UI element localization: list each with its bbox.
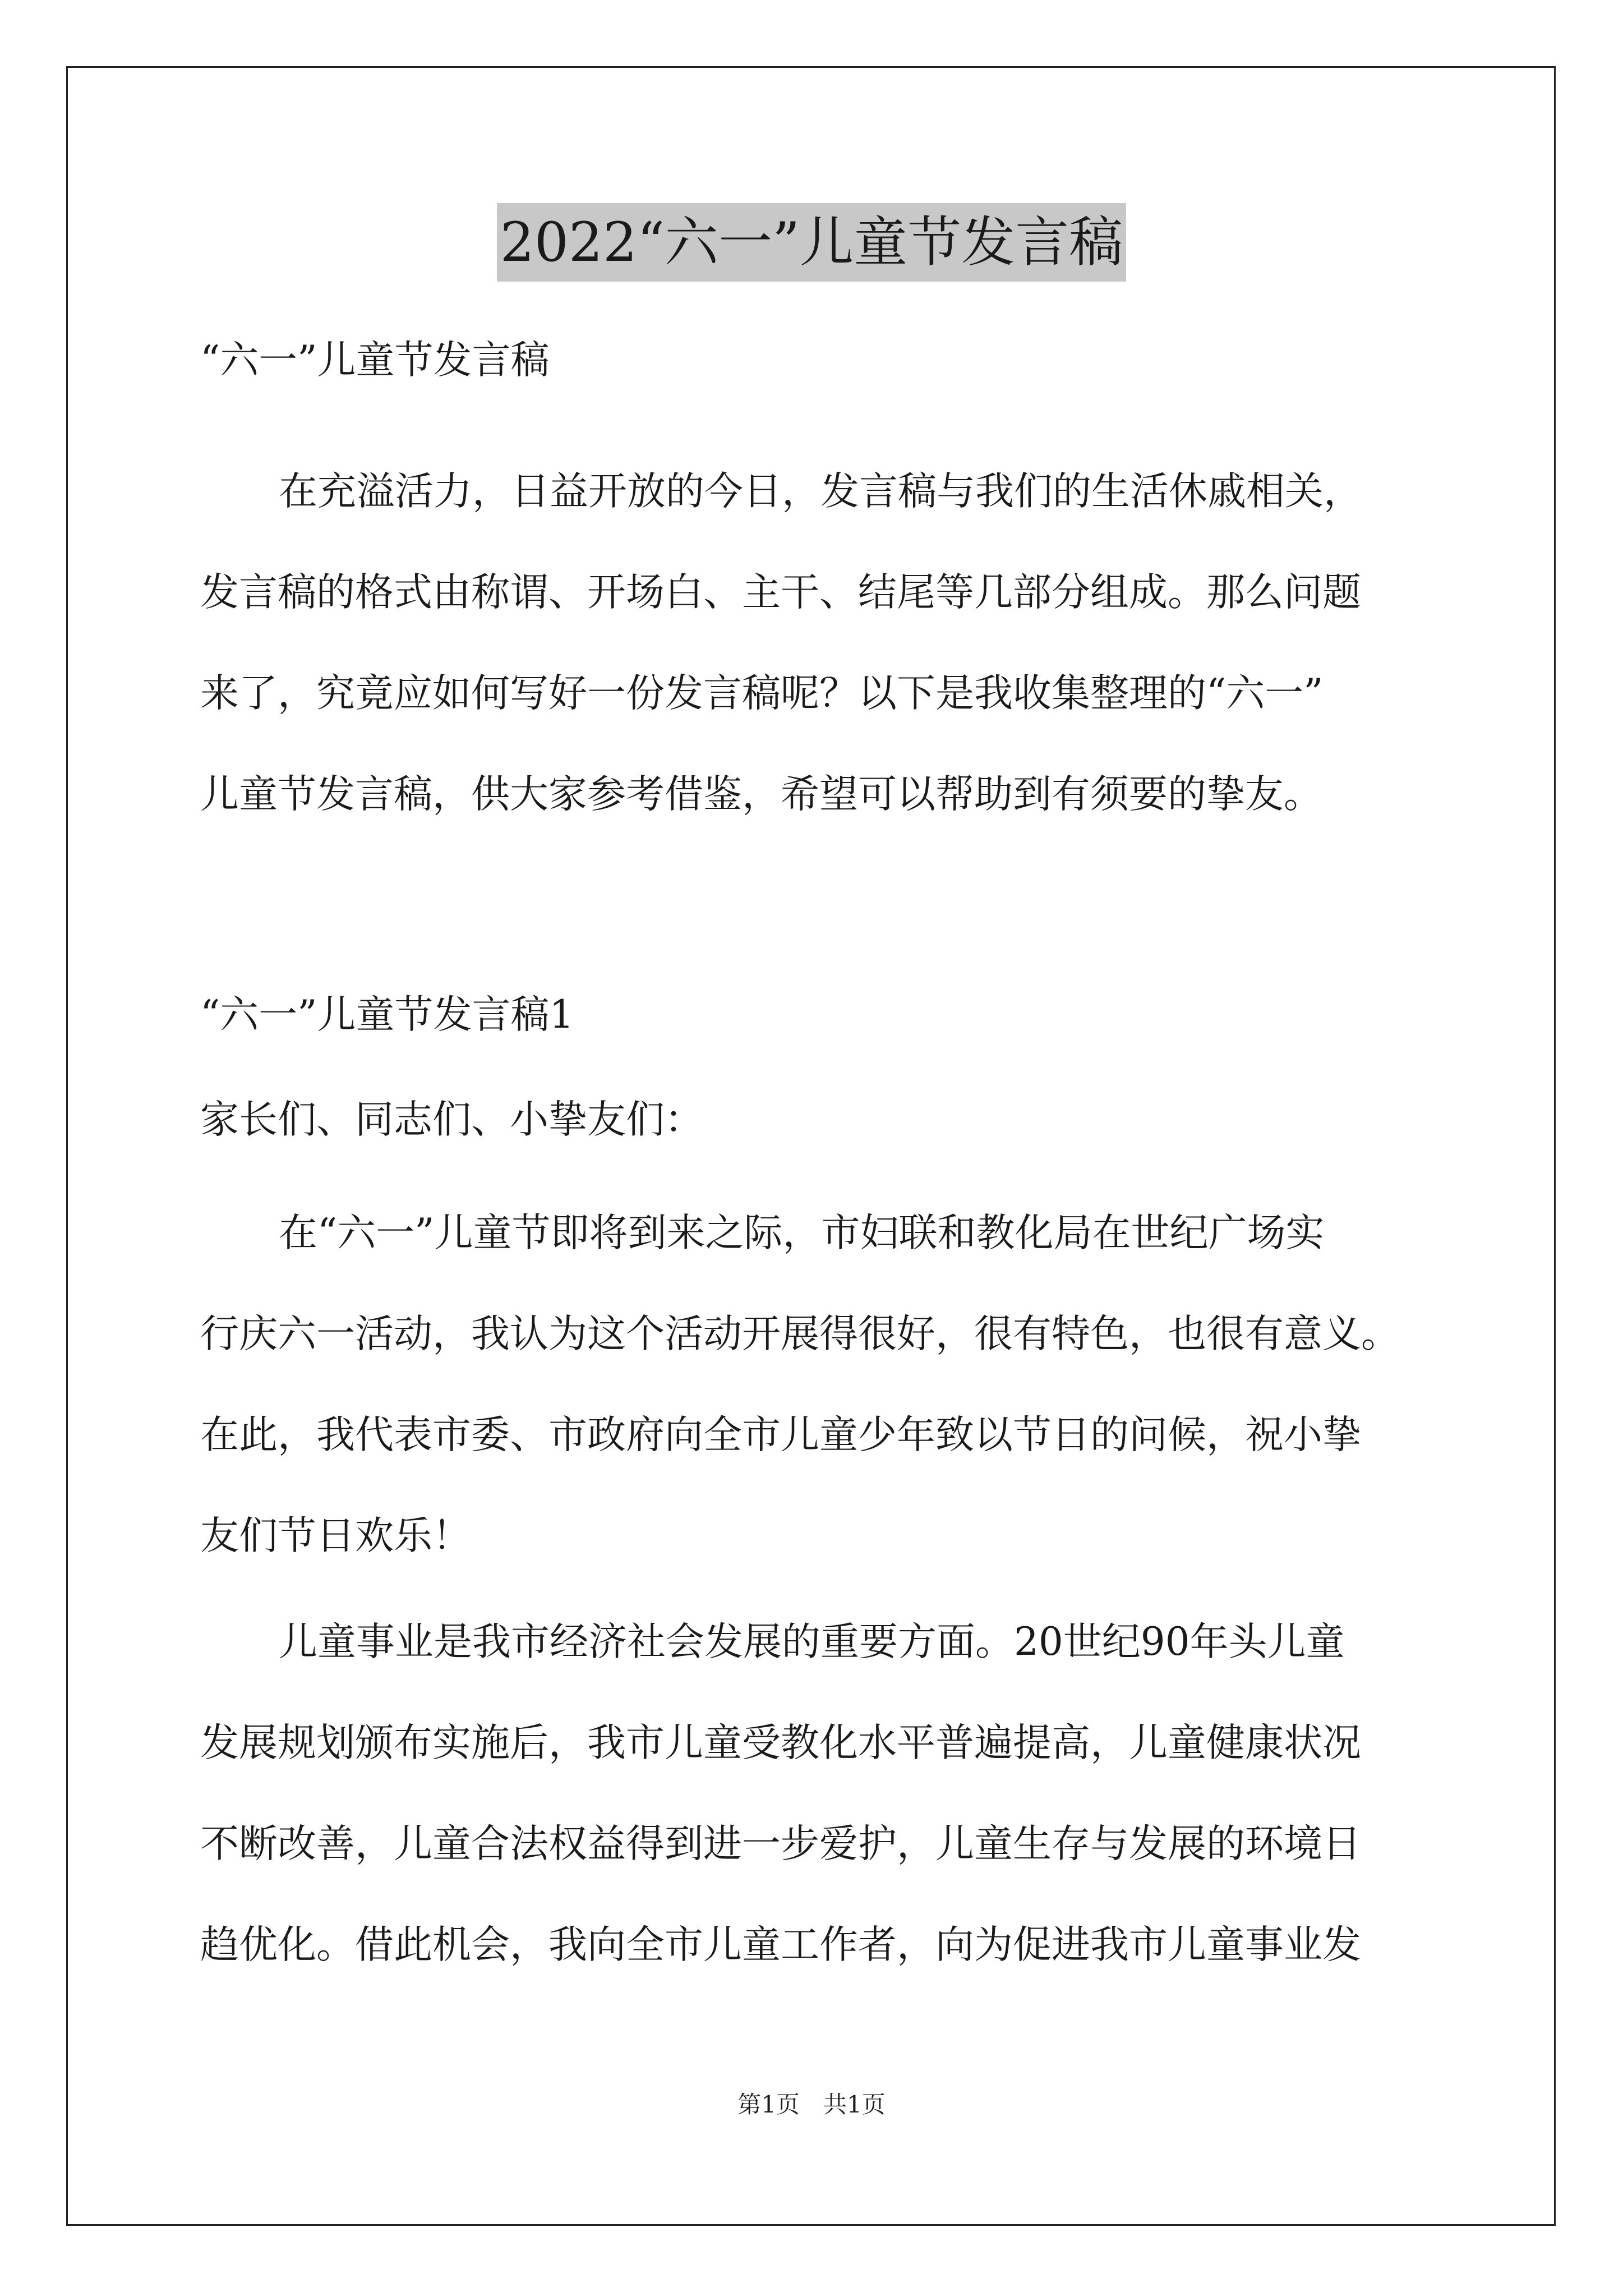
paragraph-line: 儿童事业是我市经济社会发展的重要方面。20世纪90年头儿童 (279, 1619, 1345, 1664)
paragraph-line: 在“六一”儿童节即将到来之际，市妇联和教化局在世纪广场实 (279, 1211, 1325, 1255)
paragraph-line: 在此，我代表市委、市政府向全市儿童少年致以节日的问候，祝小挚 (200, 1412, 1361, 1457)
paragraph-line: 来了，究竟应如何写好一份发言稿呢？以下是我收集整理的“六一” (200, 671, 1324, 716)
paragraph-line: 趋优化。借此机会，我向全市儿童工作者，向为促进我市儿童事业发 (200, 1922, 1361, 1967)
section-heading-speech-1: “六一”儿童节发言稿1 (200, 992, 574, 1037)
paragraph-line: 不断改善，儿童合法权益得到进一步爱护，儿童生存与发展的环境日 (200, 1821, 1361, 1866)
document-title-text: 2022“六一”儿童节发言稿 (497, 203, 1126, 282)
paragraph-line: 在充溢活力，日益开放的今日，发言稿与我们的生活休戚相关， (279, 469, 1362, 514)
paragraph-line: 友们节日欢乐！ (200, 1513, 471, 1558)
salutation: 家长们、同志们、小挚友们： (200, 1097, 703, 1142)
paragraph-line: 发展规划颁布实施后，我市儿童受教化水平普遍提高，儿童健康状况 (200, 1720, 1361, 1765)
paragraph-line: 行庆六一活动，我认为这个活动开展得很好，很有特色，也很有意义。 (200, 1312, 1400, 1356)
paragraph-line: 儿童节发言稿，供大家参考借鉴，希望可以帮助到有须要的挚友。 (200, 772, 1322, 817)
document-title (0, 203, 1623, 282)
paragraph-line: 发言稿的格式由称谓、开场白、主干、结尾等几部分组成。那么问题 (200, 570, 1361, 615)
section-heading-intro: “六一”儿童节发言稿 (200, 338, 550, 383)
page-footer: 第1页 共1页 (737, 2091, 886, 2118)
